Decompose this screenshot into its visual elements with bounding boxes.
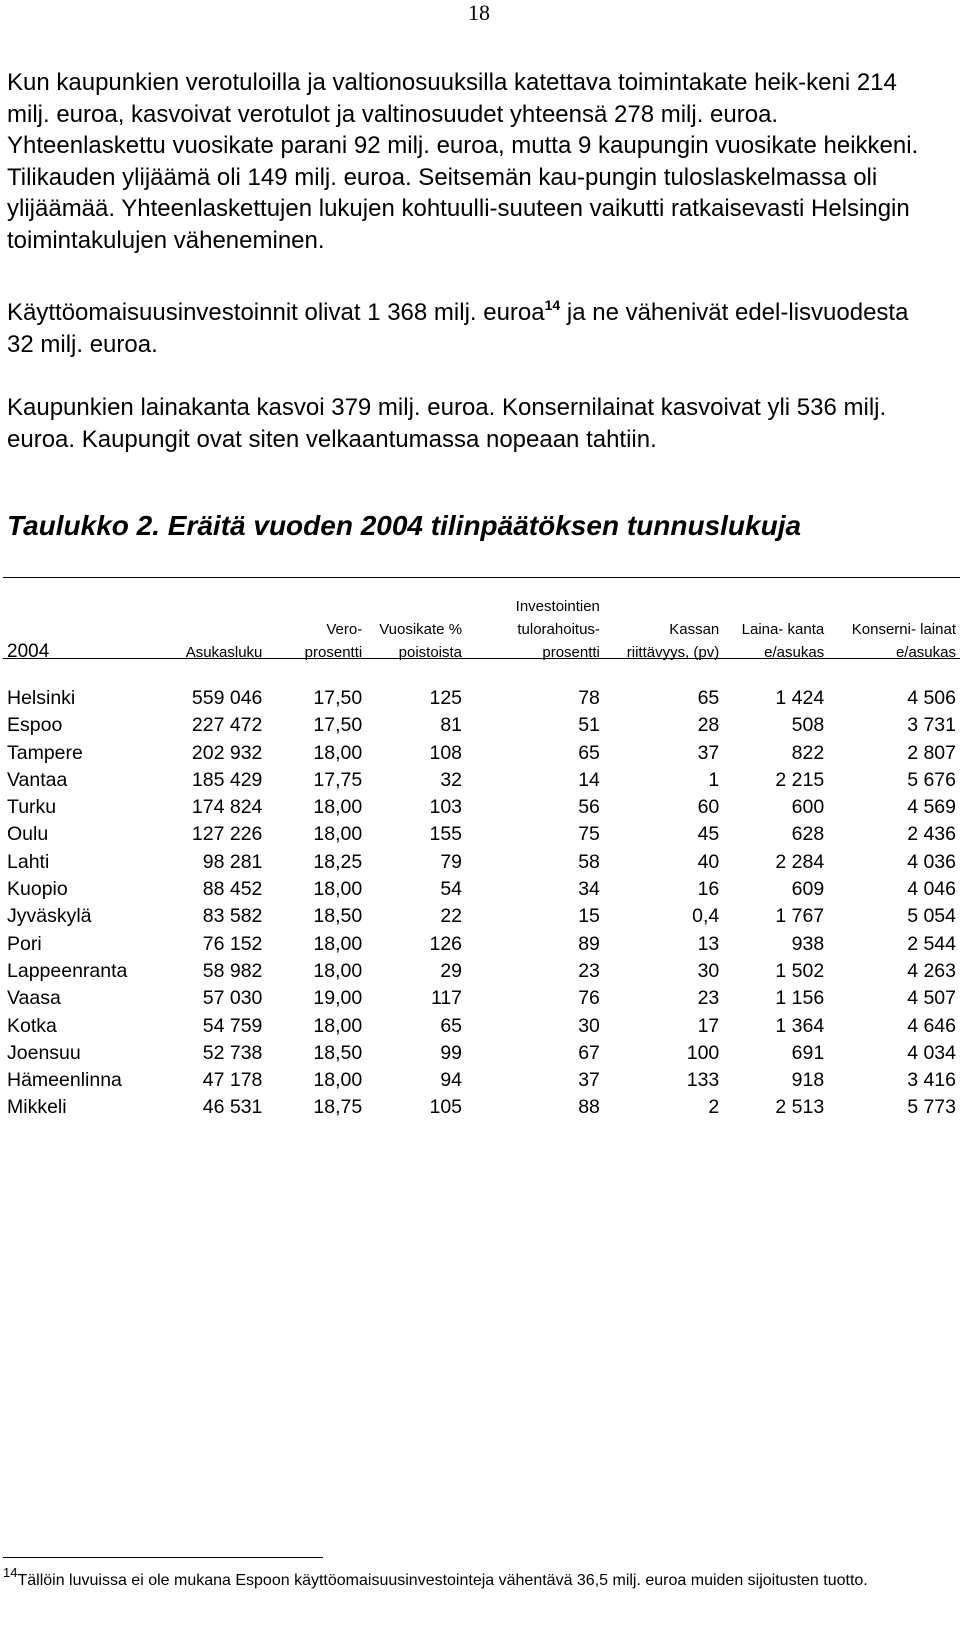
table-cell: 65 [697, 687, 720, 709]
table-row [3, 849, 960, 876]
table-cell: 88 [578, 1096, 600, 1119]
table-cell: 18,00 [313, 1069, 363, 1092]
table-cell: 227 472 [191, 714, 263, 737]
table-cell: 30 [697, 959, 720, 982]
table-cell: 23 [578, 959, 600, 982]
table-row [3, 821, 960, 848]
table-cell: 18,00 [313, 1014, 363, 1037]
paragraph-finances: Kun kaupunkien verotuloilla ja valtionosuuksilla katettava toimintakate heik-keni 214 milj. euroa, kasvoivat verotulot ja valtinosuudet yhteensä 278 milj. euroa. Yhteenlaskettu vuosikate parani 92 milj. euroa, mutta 9 kaupungin vuosikate heikkeni. Tilikauden ylijäämä oli 149 milj. euroa. Seitsemän kau-pungin tuloslaskelmassa oli ylijäämää. Yhteenlaskettujen lukujen kohtuulli-suuteen vaikutti ratkaisevasti Helsingin toimintakulujen väheneminen. [7, 69, 919, 254]
table-cell: 1 364 [775, 1014, 825, 1037]
city-name-cell: Tampere [7, 741, 83, 764]
table-cell: 5 676 [907, 768, 956, 791]
table-cell: 4 046 [907, 878, 956, 901]
header-investment-financing: Investointien tulorahoitus- prosentti [515, 598, 600, 661]
table-cell: 89 [578, 932, 600, 955]
table-row [3, 876, 960, 903]
table-cell: 67 [578, 1041, 600, 1064]
table-header-row [3, 591, 960, 664]
city-name-cell: Jyväskylä [7, 905, 92, 928]
table-row [3, 1040, 960, 1067]
city-name-cell: Pori [7, 932, 42, 955]
table-cell: 79 [440, 850, 463, 873]
header-loan-stock: Laina- kanta e/asukas [741, 621, 825, 661]
table-cell: 18,00 [313, 959, 363, 982]
table-cell: 202 932 [191, 741, 263, 764]
table-cell: 1 424 [775, 687, 825, 709]
table-cell: 2 807 [907, 741, 956, 764]
table-caption: Taulukko 2. Eräitä vuoden 2004 tilinpäätöksen tunnuslukuja [7, 510, 802, 541]
table-cell: 17,50 [313, 687, 363, 709]
table-row [3, 712, 960, 739]
table-cell: 600 [791, 796, 825, 819]
header-annual-margin: Vuosikate % poistoista [379, 621, 463, 661]
table-cell: 17,75 [313, 768, 363, 791]
table-cell: 30 [578, 1014, 600, 1037]
header-year: 2004 [7, 641, 50, 662]
table-cell: 691 [791, 1041, 825, 1064]
table-cell: 103 [429, 796, 463, 819]
header-population: Asukasluku [185, 644, 263, 661]
city-name-cell: Kotka [7, 1014, 57, 1037]
table-row [3, 1094, 960, 1121]
city-name-cell: Lahti [7, 850, 50, 873]
table-cell: 28 [697, 714, 720, 737]
table-cell: 65 [578, 741, 600, 764]
table-cell: 5 054 [907, 905, 956, 928]
table-body [3, 664, 960, 1122]
table-cell: 14 [578, 768, 600, 791]
table-cell: 609 [791, 878, 825, 901]
table-row [3, 685, 960, 712]
table-cell: 2 436 [907, 823, 956, 846]
table-cell: 3 416 [907, 1069, 956, 1092]
table-cell: 4 034 [907, 1041, 956, 1064]
table-cell: 75 [578, 823, 600, 846]
table-cell: 29 [440, 959, 463, 982]
table-cell: 45 [697, 823, 720, 846]
table-cell: 4 569 [907, 796, 956, 819]
table-cell: 99 [440, 1041, 463, 1064]
table-cell: 23 [697, 987, 720, 1010]
table-cell: 18,00 [313, 741, 363, 764]
table-row [3, 1013, 960, 1040]
table-cell: 15 [578, 905, 600, 928]
table-row [3, 794, 960, 821]
table-row [3, 931, 960, 958]
table-cell: 133 [686, 1069, 720, 1092]
table-cell: 5 773 [907, 1096, 956, 1119]
table-cell: 918 [791, 1069, 825, 1092]
table-cell: 52 738 [202, 1041, 263, 1064]
table-row [3, 740, 960, 767]
table-cell: 18,00 [313, 823, 363, 846]
table-cell: 185 429 [191, 768, 263, 791]
table-row [3, 1067, 960, 1094]
table-cell: 100 [686, 1041, 720, 1064]
table-cell: 18,00 [313, 878, 363, 901]
table-cell: 18,00 [313, 796, 363, 819]
table-cell: 628 [791, 823, 825, 846]
table-cell: 18,50 [313, 905, 363, 928]
table-cell: 17 [697, 1014, 720, 1037]
city-name-cell: Espoo [7, 714, 63, 737]
city-name-cell: Kuopio [7, 878, 68, 901]
table-cell: 81 [440, 714, 463, 737]
table-cell: 58 982 [202, 959, 263, 982]
table-cell: 56 [578, 796, 600, 819]
footnote-text: Tällöin luvuissa ei ole mukana Espoon käyttöomaisuusinvestointeja vähentävä 36,5 milj. euroa muiden sijoitusten tuotto. [17, 1572, 868, 1589]
table-cell: 0,4 [692, 905, 720, 928]
table-cell: 16 [697, 878, 720, 901]
paragraph-investments [7, 297, 932, 360]
table-cell: 34 [578, 878, 600, 901]
table-cell: 98 281 [202, 850, 263, 873]
table-cell: 4 646 [907, 1014, 956, 1037]
table-cell: 2 284 [775, 850, 825, 873]
table-cell: 508 [791, 714, 825, 737]
table-cell: 17,50 [313, 714, 363, 737]
table-top-rule [3, 577, 960, 578]
table-cell: 2 [708, 1096, 720, 1119]
table-cell: 1 156 [775, 987, 825, 1010]
table-cell: 1 767 [775, 905, 825, 928]
table-cell: 938 [791, 932, 825, 955]
page-number: 18 [468, 0, 490, 25]
table-cell: 1 [708, 768, 720, 791]
paragraph-loans: Kaupunkien lainakanta kasvoi 379 milj. euroa. Konsernilainat kasvoivat yli 536 milj. euroa. Kaupungit ovat siten velkaantumassa nopeaan tahtiin. [7, 394, 887, 453]
table-cell: 94 [440, 1069, 463, 1092]
footnote-reference: 14 [544, 297, 561, 313]
paragraph-investments-text-2: ja ne vähenivät edel-lisvuodesta 32 milj. euroa. [7, 299, 909, 358]
table-row [3, 985, 960, 1012]
table-cell: 174 824 [191, 796, 263, 819]
city-name-cell: Hämeenlinna [7, 1069, 122, 1092]
table-cell: 1 502 [775, 959, 825, 982]
header-tax-rate: Vero- prosentti [304, 621, 363, 661]
footnote-number: 14 [3, 1565, 18, 1580]
table-row [3, 903, 960, 930]
table-cell: 32 [440, 768, 463, 791]
table-cell: 117 [430, 987, 463, 1010]
table-cell: 54 [440, 878, 463, 901]
city-name-cell: Mikkeli [7, 1096, 67, 1119]
city-name-cell: Turku [7, 796, 57, 819]
city-name-cell: Vaasa [7, 987, 61, 1010]
table-cell: 22 [440, 905, 463, 928]
table-cell: 19,00 [313, 987, 363, 1010]
table-cell: 54 759 [202, 1014, 263, 1037]
table-cell: 18,75 [313, 1096, 363, 1119]
table-cell: 3 731 [907, 714, 956, 737]
table-cell: 4 036 [907, 850, 956, 873]
table-cell: 13 [697, 932, 720, 955]
table-cell: 105 [429, 1096, 463, 1119]
table-cell: 559 046 [191, 687, 263, 709]
header-cash-sufficiency: Kassan riittävyys, (pv) [626, 621, 720, 661]
table-cell: 57 030 [202, 987, 263, 1010]
table-cell: 83 582 [202, 905, 263, 928]
paragraph-investments-text: Käyttöomaisuusinvestoinnit olivat 1 368 milj. euroa [7, 299, 545, 326]
table-cell: 4 506 [907, 687, 956, 709]
table-cell: 18,00 [313, 932, 363, 955]
table-cell: 2 513 [775, 1096, 825, 1119]
table-cell: 60 [697, 796, 720, 819]
header-group-loans: Konserni- lainat e/asukas [851, 621, 956, 661]
table-cell: 822 [791, 741, 825, 764]
table-cell: 125 [429, 687, 463, 709]
city-name-cell: Joensuu [7, 1041, 81, 1064]
table-row [3, 958, 960, 985]
table-cell: 4 263 [907, 959, 956, 982]
city-name-cell: Lappeenranta [7, 959, 128, 982]
table-cell: 18,50 [313, 1041, 363, 1064]
city-name-cell: Helsinki [7, 687, 76, 709]
table-cell: 88 452 [202, 878, 263, 901]
table-row [3, 767, 960, 794]
table-cell: 108 [429, 741, 463, 764]
table-cell: 126 [429, 932, 463, 955]
table-cell: 37 [578, 1069, 600, 1092]
city-name-cell: Vantaa [7, 768, 68, 791]
city-name-cell: Oulu [7, 823, 49, 846]
table-cell: 58 [578, 850, 600, 873]
footnote-rule [3, 1557, 323, 1558]
table-spacer-row [3, 664, 960, 685]
table-cell: 46 531 [202, 1096, 263, 1119]
key-figures-table [3, 591, 960, 1122]
table-cell: 127 226 [191, 823, 263, 846]
table-cell: 4 507 [907, 987, 956, 1010]
table-cell: 2 544 [907, 932, 956, 955]
table-cell: 51 [578, 714, 600, 737]
table-cell: 65 [440, 1014, 463, 1037]
footnote [3, 1565, 948, 1592]
table-cell: 78 [578, 687, 600, 709]
table-cell: 18,25 [313, 850, 363, 873]
table-cell: 40 [697, 850, 720, 873]
table-cell: 47 178 [202, 1069, 263, 1092]
table-cell: 2 215 [775, 768, 825, 791]
table-cell: 155 [429, 823, 463, 846]
table-cell: 76 152 [202, 932, 263, 955]
table-cell: 37 [697, 741, 720, 764]
table-cell: 76 [578, 987, 600, 1010]
